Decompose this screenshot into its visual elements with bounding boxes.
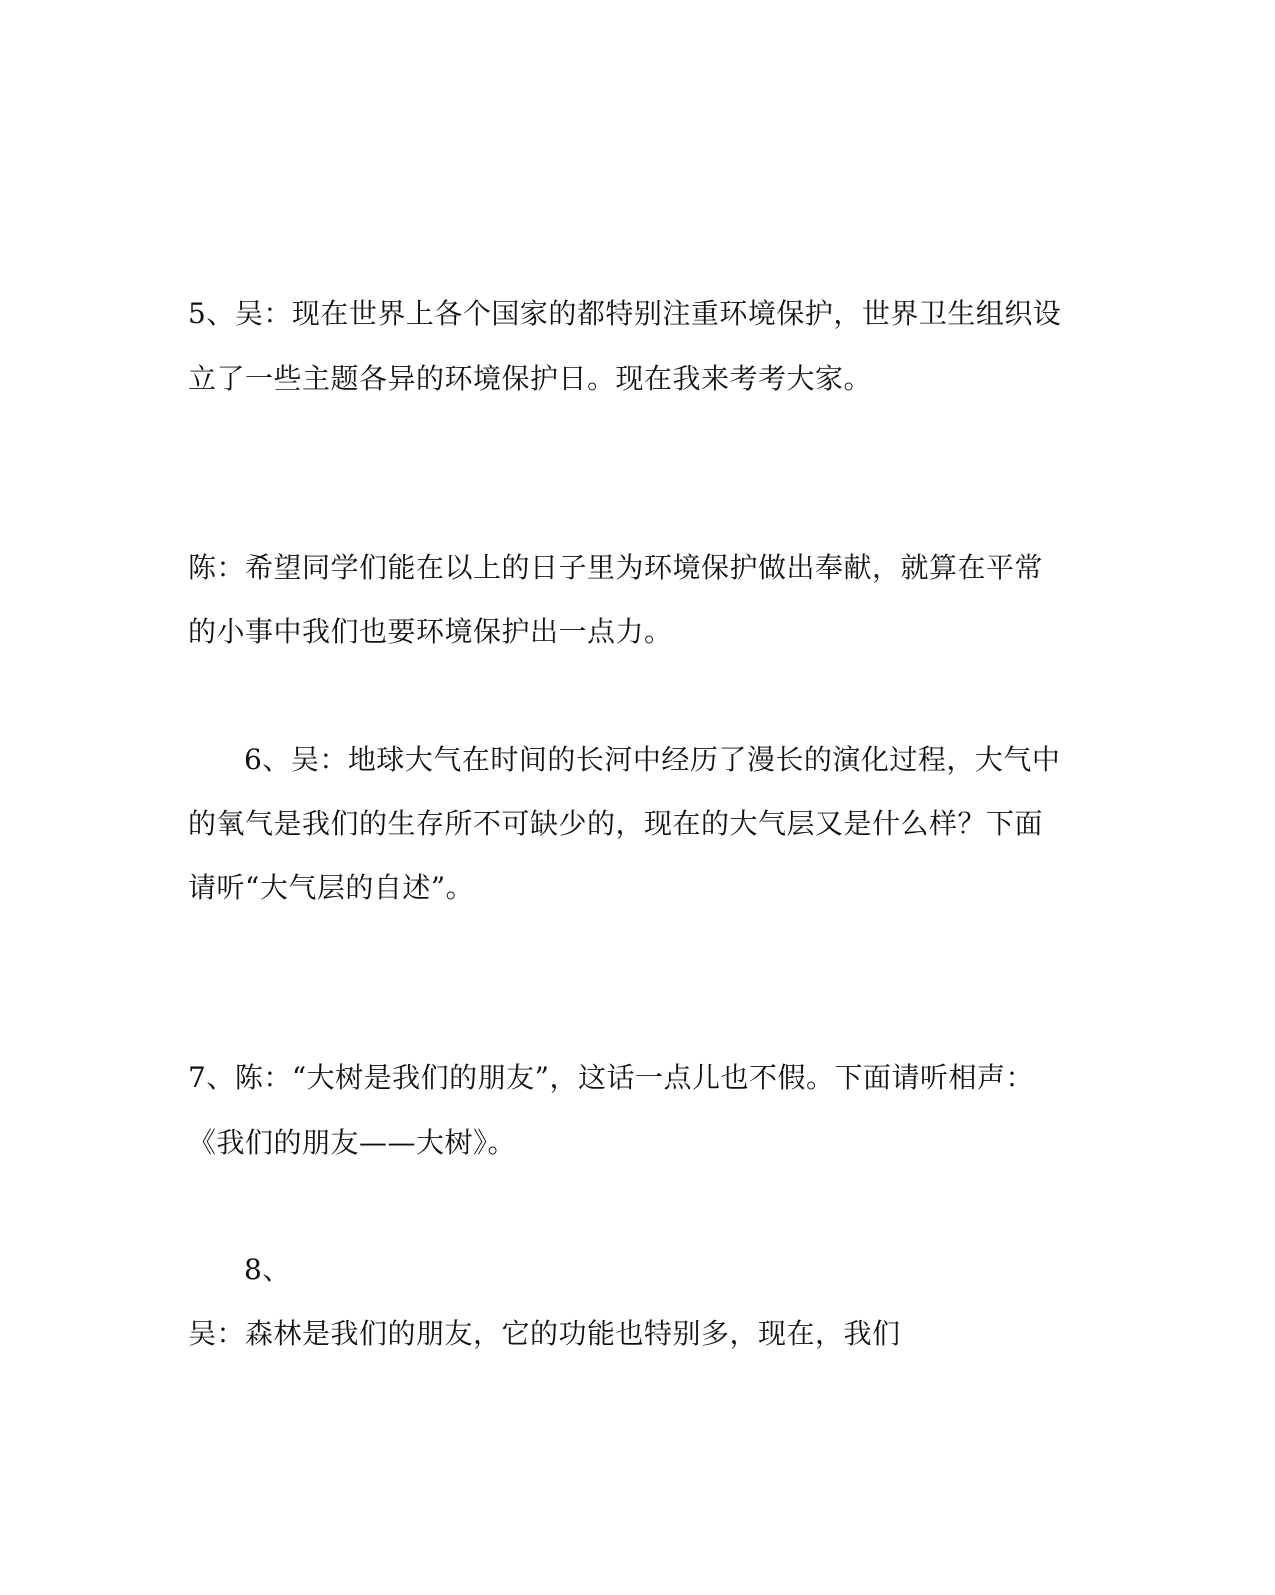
paragraph-7-line-2: 《我们的朋友——大树》。 [188, 1126, 517, 1159]
paragraph-7-line-1: 7、陈：“大树是我们的朋友”，这话一点儿也不假。下面请听相声： [188, 1061, 1034, 1094]
paragraph-6-line-2: 的氧气是我们的生存所不可缺少的，现在的大气层又是什么样？下面 [188, 807, 1044, 840]
paragraph-8-number: 8、 [244, 1253, 291, 1286]
paragraph-5-line-1: 5、吴：现在世界上各个国家的都特别注重环境保护，世界卫生组织设 [188, 297, 1062, 330]
paragraph-chen-line-1: 陈：希望同学们能在以上的日子里为环境保护做出奉献，就算在平常 [188, 551, 1044, 584]
paragraph-5-line-2: 立了一些主题各异的环境保护日。现在我来考考大家。 [188, 362, 873, 395]
paragraph-6-line-1: 6、吴：地球大气在时间的长河中经历了漫长的演化过程，大气中 [244, 743, 1061, 776]
paragraph-chen-line-2: 的小事中我们也要环境保护出一点力。 [188, 615, 673, 648]
paragraph-8-line-1: 吴：森林是我们的朋友，它的功能也特别多，现在，我们 [188, 1317, 901, 1350]
paragraph-6-line-3: 请听“大气层的自述”。 [188, 871, 475, 904]
